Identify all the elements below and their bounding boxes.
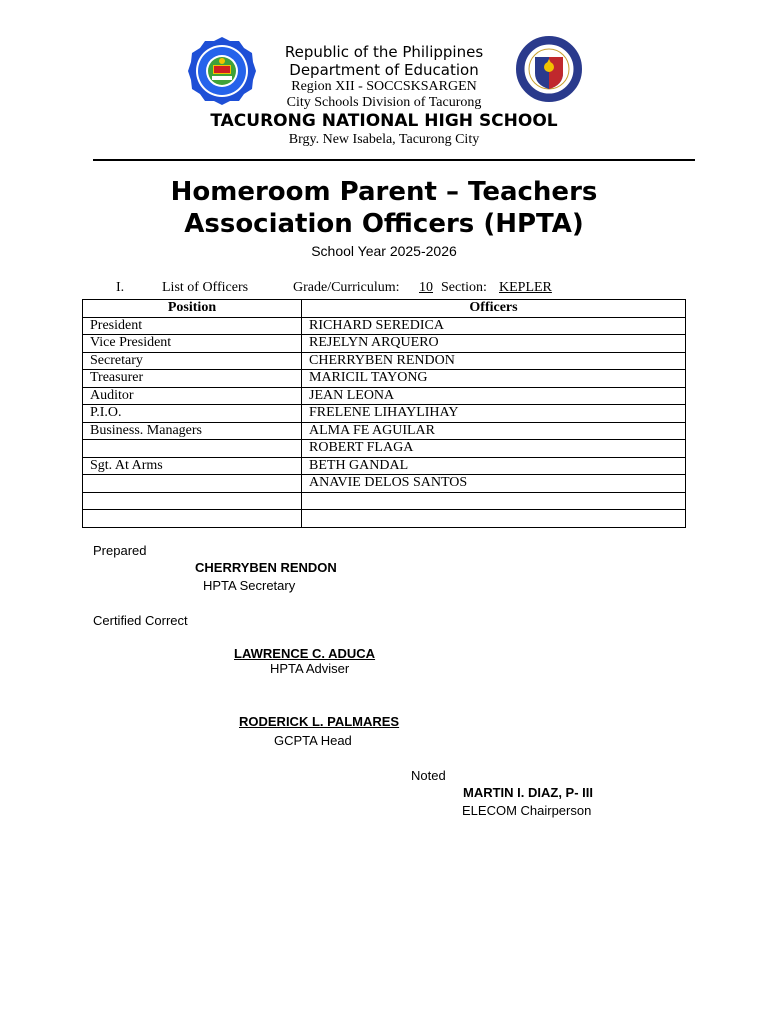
position-cell	[83, 492, 302, 510]
position-cell: Business. Managers	[83, 422, 302, 440]
section-value: KEPLER	[499, 280, 552, 295]
adviser-name: LAWRENCE C. ADUCA	[234, 646, 376, 661]
division-line: City Schools Division of Tacurong	[286, 95, 482, 110]
document-title-line2: Association Officers (HPTA)	[184, 209, 584, 239]
table-row	[83, 475, 686, 493]
officer-cell: MARICIL TAYONG	[302, 370, 686, 388]
table-row	[83, 405, 686, 423]
table-row	[83, 510, 686, 528]
officer-cell: ANAVIE DELOS SANTOS	[302, 475, 686, 493]
officer-cell: RICHARD SEREDICA	[302, 317, 686, 335]
officer-cell: ALMA FE AGUILAR	[302, 422, 686, 440]
prepared-title: HPTA Secretary	[203, 578, 296, 593]
adviser-title: HPTA Adviser	[270, 661, 350, 676]
header-divider	[93, 159, 695, 161]
officers-table	[82, 299, 686, 528]
officer-cell: ROBERT FLAGA	[302, 440, 686, 458]
position-cell: President	[83, 317, 302, 335]
head-name: RODERICK L. PALMARES	[239, 714, 400, 729]
position-cell: Sgt. At Arms	[83, 457, 302, 475]
list-label: List of Officers	[162, 280, 249, 295]
grade-value: 10	[419, 280, 433, 295]
grade-label: Grade/Curriculum:	[293, 280, 400, 295]
position-cell	[83, 475, 302, 493]
republic-line: Republic of the Philippines	[284, 43, 484, 61]
position-cell: Treasurer	[83, 370, 302, 388]
officer-cell	[302, 492, 686, 510]
officer-cell: BETH GANDAL	[302, 457, 686, 475]
position-cell: P.I.O.	[83, 405, 302, 423]
officer-cell: REJELYN ARQUERO	[302, 335, 686, 353]
position-cell: Vice President	[83, 335, 302, 353]
noted-name: MARTIN I. DIAZ, P- III	[463, 785, 593, 800]
position-cell: Secretary	[83, 352, 302, 370]
school-year: School Year 2025-2026	[311, 243, 457, 259]
table-row	[83, 492, 686, 510]
table-row	[83, 370, 686, 388]
prepared-label: Prepared	[93, 543, 147, 558]
officer-cell	[302, 510, 686, 528]
table-row	[83, 422, 686, 440]
table-row	[83, 317, 686, 335]
department-line: Department of Education	[289, 61, 479, 79]
noted-title: ELECOM Chairperson	[462, 803, 592, 818]
officer-cell: FRELENE LIHAYLIHAY	[302, 405, 686, 423]
school-address: Brgy. New Isabela, Tacurong City	[288, 132, 480, 147]
school-name: TACURONG NATIONAL HIGH SCHOOL	[210, 111, 558, 131]
table-row	[83, 387, 686, 405]
officer-cell: JEAN LEONA	[302, 387, 686, 405]
prepared-name: CHERRYBEN RENDON	[195, 560, 337, 575]
position-cell	[83, 510, 302, 528]
section-label: Section:	[441, 280, 487, 295]
region-line: Region XII - SOCCSKSARGEN	[291, 79, 477, 94]
table-row	[83, 440, 686, 458]
position-cell	[83, 440, 302, 458]
head-title: GCPTA Head	[274, 733, 352, 748]
certified-label: Certified Correct	[93, 613, 188, 628]
noted-label: Noted	[411, 768, 446, 783]
list-of-officers-line	[0, 280, 768, 298]
table-row	[83, 352, 686, 370]
table-header-row	[83, 300, 686, 318]
section-numeral: I.	[116, 280, 125, 295]
table-row	[83, 457, 686, 475]
position-cell: Auditor	[83, 387, 302, 405]
document-title-line1: Homeroom Parent – Teachers	[170, 177, 598, 207]
position-column-header: Position	[83, 300, 302, 318]
officers-column-header: Officers	[302, 300, 686, 318]
officer-cell: CHERRYBEN RENDON	[302, 352, 686, 370]
table-row	[83, 335, 686, 353]
